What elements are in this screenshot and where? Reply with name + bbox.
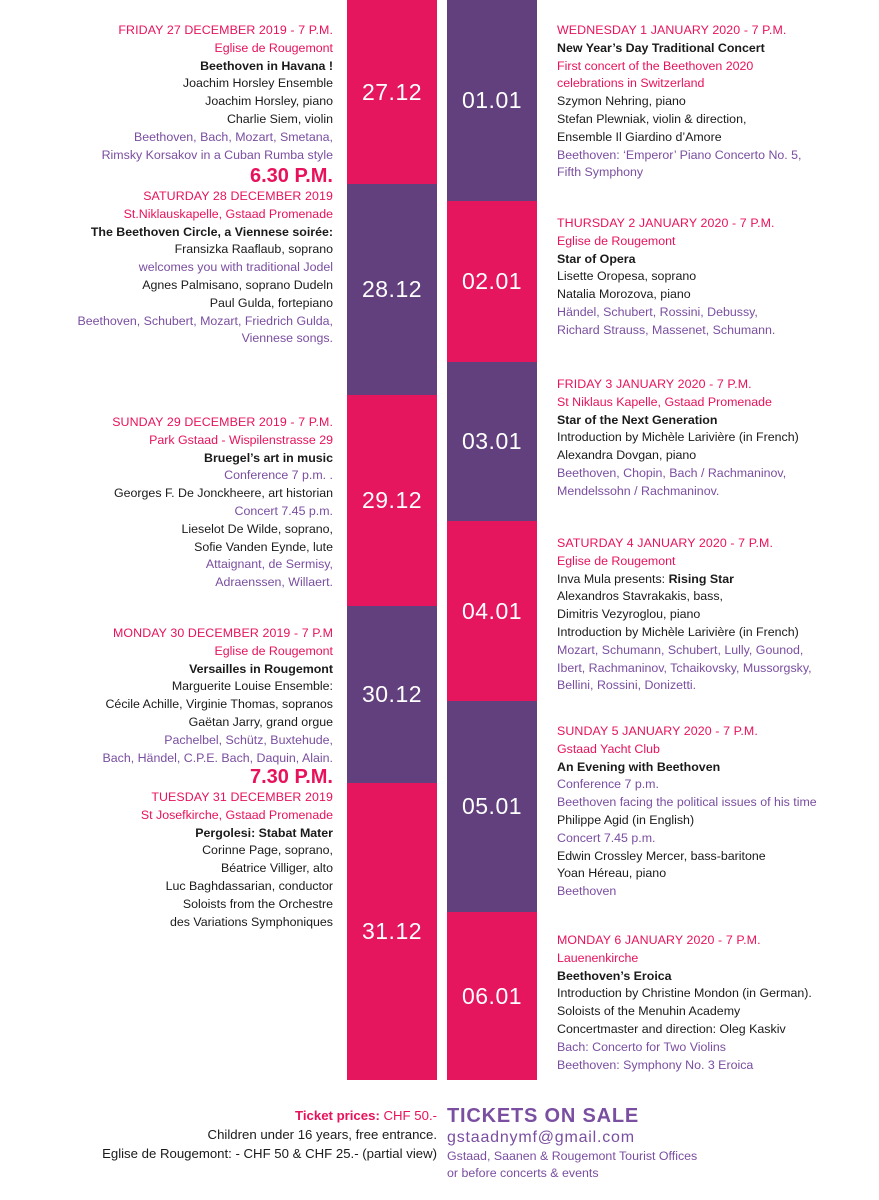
event-block (0, 625, 333, 767)
event-block (557, 376, 877, 501)
event-date-heading: MONDAY 30 DECEMBER 2019 - 7 P.M (112, 626, 333, 640)
left-date-bar: 31.12 (347, 783, 437, 1080)
right-date-bar: 03.01 (447, 362, 537, 521)
left-date-bar: 28.12 (347, 184, 437, 395)
event-detail-line: Introduction by Michèle Larivière (in French) (557, 430, 799, 445)
event-detail-line: Bach: Concerto for Two Violins (557, 1039, 726, 1054)
left-date-bar: 29.12 (347, 395, 437, 606)
event-block (0, 414, 333, 592)
event-detail-line: Introduction by Michèle Larivière (in French) (557, 624, 799, 639)
event-detail-line: Yoan Héreau, piano (557, 866, 667, 881)
right-date-bar: 06.01 (447, 912, 537, 1080)
event-detail-line: Conference 7 p.m. (557, 777, 659, 792)
event-detail-line: Beethoven: ‘Emperor’ Piano Concerto No. 5, (557, 147, 802, 162)
event-block (0, 22, 333, 164)
event-title: Bruegel’s art in music (204, 450, 333, 465)
event-detail-line: Concertmaster and direction: Oleg Kaskiv (557, 1021, 786, 1036)
event-detail-line: Stefan Plewniak, violin & direction, (557, 111, 747, 126)
event-detail-line: Ibert, Rachmaninov, Tchaikovsky, Mussorgsky, (557, 660, 812, 675)
right-date-bar: 05.01 (447, 701, 537, 912)
event-detail-line: Dimitris Vezyroglou, piano (557, 607, 701, 622)
event-venue: Park Gstaad - Wispilenstrasse 29 (149, 432, 333, 447)
event-detail-line: Mozart, Schumann, Schubert, Lully, Gounod, (557, 642, 804, 657)
event-detail-line: Adraenssen, Willaert. (215, 575, 333, 590)
event-detail-line: Gaëtan Jarry, grand orgue (188, 714, 333, 729)
event-title: Star of the Next Generation (557, 412, 718, 427)
event-block (557, 215, 877, 340)
ticket-prices-value: CHF 50.- (379, 1108, 437, 1123)
event-venue: St.Niklauskapelle, Gstaad Promenade (123, 206, 333, 221)
event-venue: Eglise de Rougemont (557, 233, 676, 248)
event-date-heading: SATURDAY 4 JANUARY 2020 - 7 P.M. (557, 536, 773, 550)
children-price-text: Children under 16 years, free entrance. (207, 1127, 437, 1142)
event-detail-line: Concert 7.45 p.m. (557, 830, 656, 845)
event-title: Rising Star (668, 571, 734, 586)
event-detail-line: Pachelbel, Schütz, Buxtehude, (164, 732, 333, 747)
event-detail-line: Introduction by Christine Mondon (in German). (557, 986, 812, 1001)
event-date-heading: SUNDAY 29 DECEMBER 2019 - 7 P.M. (112, 415, 333, 429)
event-detail-line: Lieselot De Wilde, soprano, (181, 521, 333, 536)
right-date-bar: 01.01 (447, 0, 537, 201)
event-detail-line: Soloists from the Orchestre (182, 896, 333, 911)
event-start-time: 7.30 P.M. (249, 766, 333, 788)
event-title: Star of Opera (557, 251, 636, 266)
event-block (0, 765, 333, 931)
event-detail-line: Beethoven: Symphony No. 3 Eroica (557, 1057, 754, 1072)
event-detail-line: Mendelssohn / Rachmaninov. (557, 483, 720, 498)
event-detail-line: Fransizka Raaflaub, soprano (174, 242, 333, 257)
before-concerts-text: or before concerts & events (447, 1166, 599, 1180)
event-detail-line: First concert of the Beethoven 2020 (557, 58, 754, 73)
tickets-on-sale-title: TICKETS ON SALE (447, 1105, 640, 1127)
event-title: Pergolesi: Stabat Mater (195, 825, 333, 840)
tourist-offices-text: Gstaad, Saanen & Rougemont Tourist Offices (447, 1149, 698, 1163)
event-date-heading: TUESDAY 31 DECEMBER 2019 (151, 790, 333, 804)
event-performer: Joachim Horsley, piano (205, 94, 333, 109)
event-detail-line: Béatrice Villiger, alto (220, 861, 333, 876)
ticket-prices-block (0, 1106, 437, 1163)
event-start-time: 6.30 P.M. (249, 165, 333, 187)
event-detail-line: Cécile Achille, Virginie Thomas, sopranos (105, 697, 333, 712)
event-performer: Joachim Horsley Ensemble (182, 76, 333, 91)
event-detail-line: Soloists of the Menuhin Academy (557, 1004, 741, 1019)
ticket-prices-label: Ticket prices: (295, 1108, 380, 1123)
event-detail-line: Attaignant, de Sermisy, (205, 557, 333, 572)
rougemont-price-text: Eglise de Rougemont: - CHF 50 & CHF 25.- (partial view) (102, 1146, 437, 1161)
right-date-bar: 04.01 (447, 521, 537, 701)
event-detail-line: Corinne Page, soprano, (202, 843, 333, 858)
event-date-heading: SATURDAY 28 DECEMBER 2019 (143, 189, 333, 203)
tickets-on-sale-block (447, 1104, 697, 1182)
event-title: Beethoven’s Eroica (557, 968, 672, 983)
event-title: Beethoven in Havana ! (200, 58, 333, 73)
event-block (557, 535, 877, 695)
left-date-bar: 27.12 (347, 0, 437, 184)
event-detail-line: Beethoven facing the political issues of his time (557, 795, 817, 810)
event-block (0, 164, 333, 348)
event-venue: Eglise de Rougemont (557, 553, 676, 568)
event-title: The Beethoven Circle, a Viennese soirée: (90, 224, 333, 239)
event-block (557, 932, 877, 1074)
event-title: Versailles in Rougemont (189, 661, 333, 676)
event-performer: Charlie Siem, violin (226, 111, 333, 126)
event-detail-line: Sofie Vanden Eynde, lute (194, 539, 333, 554)
event-detail-line: Händel, Schubert, Rossini, Debussy, (557, 304, 758, 319)
event-detail-line: Conference 7 p.m. . (224, 468, 333, 483)
event-detail-line: Beethoven, Chopin, Bach / Rachmaninov, (557, 465, 787, 480)
tickets-email-link[interactable]: gstaadnymf@gmail.com (447, 1129, 635, 1146)
event-venue: Eglise de Rougemont (214, 643, 333, 658)
event-detail-line: Paul Gulda, fortepiano (209, 295, 333, 310)
event-detail-line: Viennese songs. (241, 331, 333, 346)
event-block (557, 723, 877, 901)
event-detail-line: Beethoven (557, 884, 617, 899)
event-detail-line: Bellini, Rossini, Donizetti. (557, 678, 697, 693)
event-date-heading: FRIDAY 27 DECEMBER 2019 - 7 P.M. (118, 23, 333, 37)
event-title: An Evening with Beethoven (557, 759, 721, 774)
event-detail-line: Fifth Symphony (557, 165, 644, 180)
event-detail-line: Agnes Palmisano, soprano Dudeln (142, 277, 333, 292)
event-detail-line: Philippe Agid (in English) (557, 812, 695, 827)
event-detail-line: Marguerite Louise Ensemble: (171, 679, 333, 694)
event-detail-line: Luc Baghdassarian, conductor (165, 878, 333, 893)
event-detail-line: Ensemble Il Giardino d’Amore (557, 129, 722, 144)
event-detail-line: Edwin Crossley Mercer, bass-baritone (557, 848, 766, 863)
event-venue: Lauenenkirche (557, 950, 639, 965)
event-detail-line: Szymon Nehring, piano (557, 94, 686, 109)
event-venue: Eglise de Rougemont (214, 40, 333, 55)
event-detail-line: welcomes you with traditional Jodel (138, 260, 333, 275)
presents-text: Inva Mula presents: (557, 571, 669, 586)
event-date-heading: WEDNESDAY 1 JANUARY 2020 - 7 P.M. (557, 23, 787, 37)
event-detail-line: Alexandra Dovgan, piano (557, 448, 697, 463)
event-detail-line: Bach, Händel, C.P.E. Bach, Daquin, Alain. (102, 750, 333, 765)
event-venue: St Josefkirche, Gstaad Promenade (140, 807, 333, 822)
right-date-bar: 02.01 (447, 201, 537, 362)
event-date-heading: SUNDAY 5 JANUARY 2020 - 7 P.M. (557, 724, 758, 738)
event-detail-line: des Variations Symphoniques (169, 914, 333, 929)
event-detail-line: Lisette Oropesa, soprano (557, 269, 697, 284)
event-detail-line: Beethoven, Schubert, Mozart, Friedrich Gulda, (77, 313, 333, 328)
event-title: New Year’s Day Traditional Concert (557, 40, 765, 55)
event-program: Beethoven, Bach, Mozart, Smetana, (133, 129, 333, 144)
event-detail-line: Concert 7.45 p.m. (234, 503, 333, 518)
event-date-heading: THURSDAY 2 JANUARY 2020 - 7 P.M. (557, 216, 775, 230)
event-date-heading: FRIDAY 3 JANUARY 2020 - 7 P.M. (557, 377, 752, 391)
event-detail-line: Georges F. De Jonckheere, art historian (113, 486, 333, 501)
event-block (557, 22, 877, 182)
event-presents-line (557, 571, 877, 589)
event-detail-line: Alexandros Stavrakakis, bass, (557, 589, 723, 604)
left-date-bar: 30.12 (347, 606, 437, 783)
event-detail-line: Natalia Morozova, piano (557, 287, 691, 302)
event-venue: St Niklaus Kapelle, Gstaad Promenade (557, 394, 772, 409)
event-venue: Gstaad Yacht Club (557, 741, 660, 756)
event-detail-line: Richard Strauss, Massenet, Schumann. (557, 322, 776, 337)
event-date-heading: MONDAY 6 JANUARY 2020 - 7 P.M. (557, 933, 761, 947)
event-program: Rimsky Korsakov in a Cuban Rumba style (101, 147, 333, 162)
event-detail-line: celebrations in Switzerland (557, 76, 705, 91)
